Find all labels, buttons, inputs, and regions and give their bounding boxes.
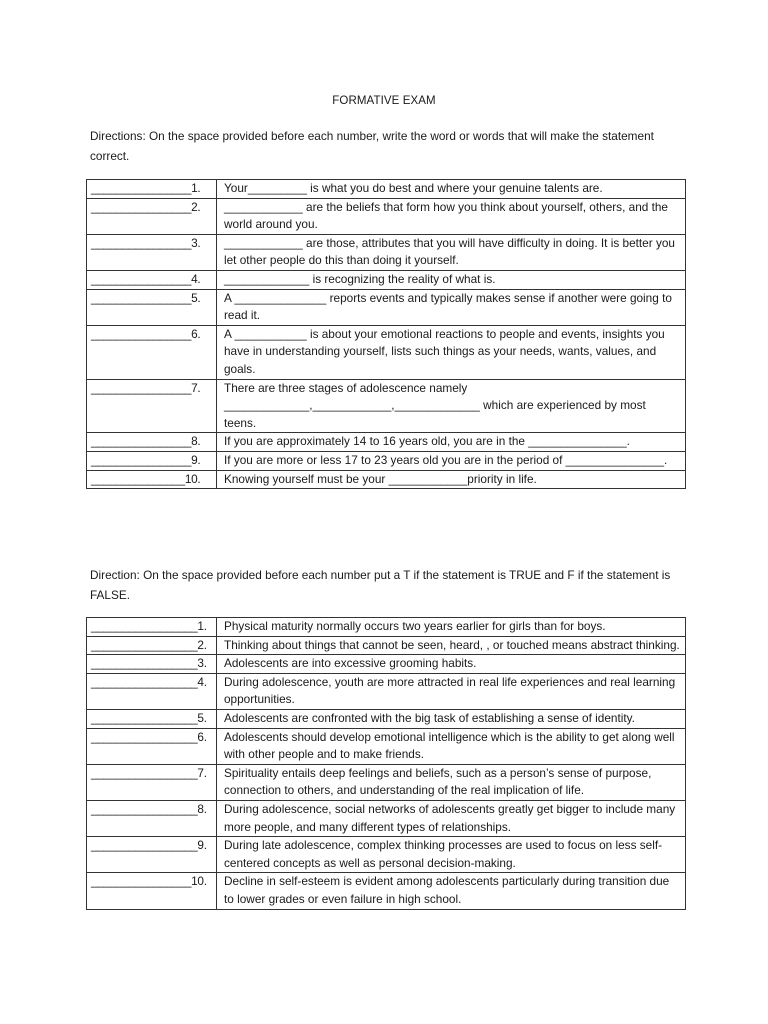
question-statement: During late adolescence, complex thinking processes are used to focus on less self-centered concepts as well as personal decision-making. [217,837,686,873]
answer-blank[interactable]: _________________9. [87,837,217,873]
answer-blank[interactable]: ________________6. [87,325,217,379]
answer-blank[interactable]: _________________4. [87,673,217,709]
table-row [87,325,686,379]
table-row [87,618,686,637]
question-statement: ____________ are those, attributes that you will have difficulty in doing. It is better you let other people do this than doing it yourself. [217,234,686,270]
answer-blank[interactable]: _________________8. [87,800,217,836]
table-row [87,270,686,289]
question-statement: If you are approximately 14 to 16 years old, you are in the _______________. [217,433,686,452]
question-statement: If you are more or less 17 to 23 years old you are in the period of _______________. [217,451,686,470]
page-title: FORMATIVE EXAM [332,95,436,107]
part2-table [86,617,686,910]
question-statement: _____________ is recognizing the reality of what is. [217,270,686,289]
table-row [87,470,686,489]
question-statement: Physical maturity normally occurs two years earlier for girls than for boys. [217,618,686,637]
question-statement: There are three stages of adolescence namely _____________,____________,_____________ which are experienced by most teens. [217,379,686,433]
table-row [87,198,686,234]
answer-blank[interactable]: _______________10. [87,470,217,489]
question-statement: Knowing yourself must be your ____________priority in life. [217,470,686,489]
question-statement: A ______________ reports events and typically makes sense if another were going to read it. [217,289,686,325]
answer-blank[interactable]: ________________5. [87,289,217,325]
answer-blank[interactable]: ________________3. [87,234,217,270]
answer-blank[interactable]: _________________2. [87,636,217,655]
question-statement: Decline in self-esteem is evident among adolescents particularly during transition due to lower grades or even failure in high school. [217,873,686,909]
answer-blank[interactable]: _________________6. [87,728,217,764]
question-statement: A ___________ is about your emotional reactions to people and events, insights you have in understanding yourself, lists such things as your needs, wants, values, and goals. [217,325,686,379]
answer-blank[interactable]: _________________1. [87,618,217,637]
answer-blank[interactable]: ________________9. [87,451,217,470]
part1-table [86,179,686,489]
question-statement: ____________ are the beliefs that form how you think about yourself, others, and the world around you. [217,198,686,234]
answer-blank[interactable]: ________________7. [87,379,217,433]
table-row [87,289,686,325]
table-row [87,433,686,452]
answer-blank[interactable]: ________________2. [87,198,217,234]
table-row [87,234,686,270]
question-statement: Adolescents are confronted with the big task of establishing a sense of identity. [217,709,686,728]
table-row [87,379,686,433]
table-row [87,873,686,909]
question-statement: Your_________ is what you do best and where your genuine talents are. [217,180,686,199]
table-row [87,655,686,674]
table-row [87,709,686,728]
answer-blank[interactable]: ________________8. [87,433,217,452]
question-statement: Thinking about things that cannot be seen, heard, , or touched means abstract thinking. [217,636,686,655]
answer-blank[interactable]: _________________5. [87,709,217,728]
answer-blank[interactable]: ________________4. [87,270,217,289]
table-row [87,837,686,873]
question-statement: Adolescents are into excessive grooming habits. [217,655,686,674]
table-row [87,764,686,800]
table-row [87,451,686,470]
question-statement: Adolescents should develop emotional intelligence which is the ability to get along well with other people and to make friends. [217,728,686,764]
table-row [87,673,686,709]
part2-directions: Direction: On the space provided before each number put a T if the statement is TRUE and F if the statement is FALSE. [90,568,671,602]
table-row [87,636,686,655]
answer-blank[interactable]: ________________1. [87,180,217,199]
part1-directions: Directions: On the space provided before each number, write the word or words that will make the statement correct. [90,129,654,163]
answer-blank[interactable]: _________________7. [87,764,217,800]
question-statement: Spirituality entails deep feelings and beliefs, such as a person’s sense of purpose, connection to others, and understanding of the real implication of life. [217,764,686,800]
table-row [87,180,686,199]
question-statement: During adolescence, youth are more attracted in real life experiences and real learning opportunities. [217,673,686,709]
question-statement: During adolescence, social networks of adolescents greatly get bigger to include many more people, and many different types of relationships. [217,800,686,836]
table-row [87,728,686,764]
table-row [87,800,686,836]
answer-blank[interactable]: _________________3. [87,655,217,674]
answer-blank[interactable]: ________________10. [87,873,217,909]
